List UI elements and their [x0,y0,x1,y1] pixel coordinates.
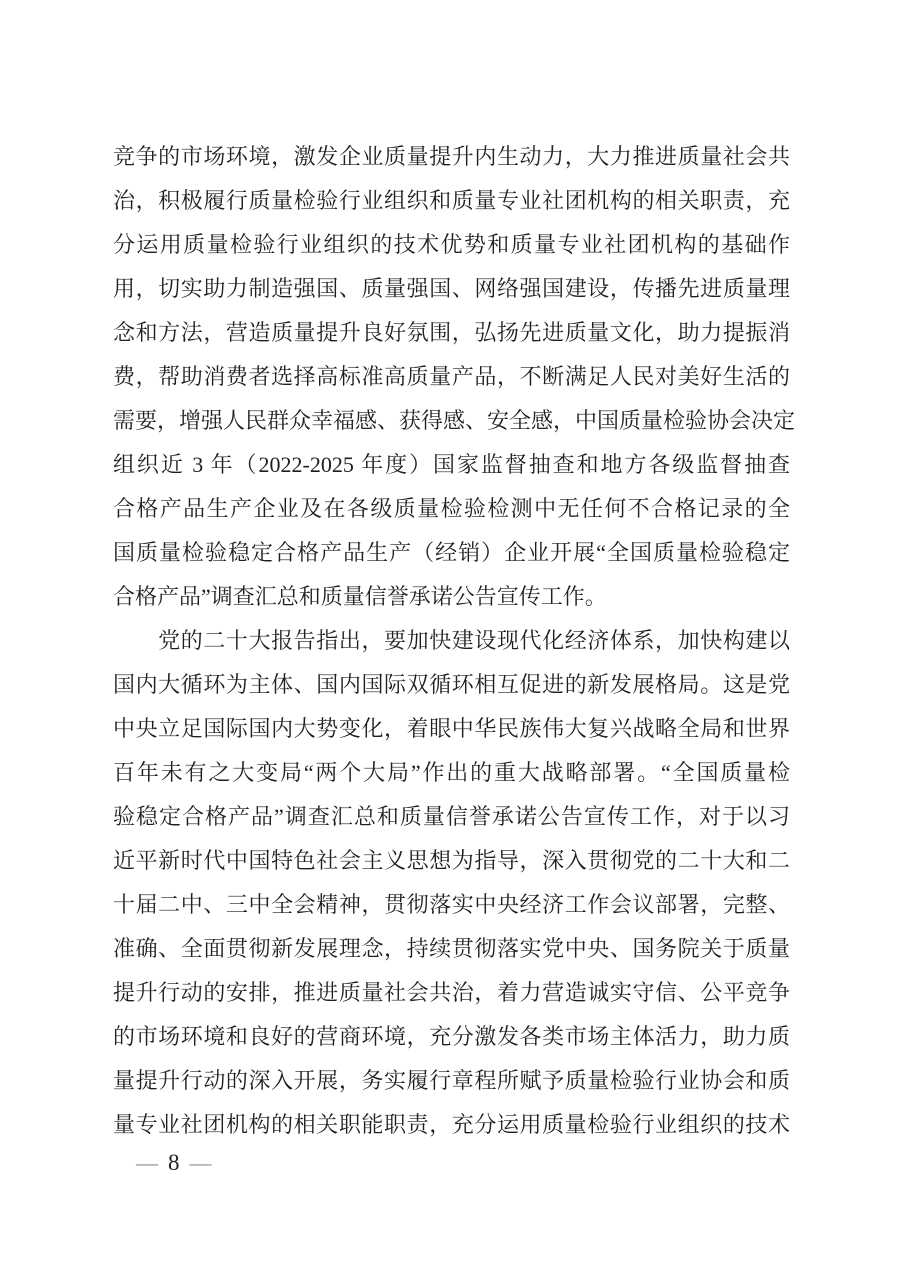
page-footer [136,1150,212,1176]
text-line: 组织近 3 年（2022-2025 年度）国家监督抽查和地方各级监督抽查 [113,452,790,477]
text-line: 费，帮助消费者选择高标准高质量产品，不断满足人民对美好生活的 [113,364,790,389]
text-line: 国内大循环为主体、国内国际双循环相互促进的新发展格局。这是党 [113,672,790,697]
footer-left-dash: — [136,1150,158,1175]
page-number: 8 [168,1150,180,1175]
text-line: 中央立足国际国内大势变化，着眼中华民族伟大复兴战略全局和世界 [113,716,790,741]
text-line: 竞争的市场环境，激发企业质量提升内生动力，大力推进质量社会共 [113,144,790,169]
text-line: 国质量检验稳定合格产品生产（经销）企业开展“全国质量检验稳定 [113,540,790,565]
text-line: 的市场环境和良好的营商环境，充分激发各类市场主体活力，助力质 [113,1024,790,1049]
text-line: 治，积极履行质量检验行业组织和质量专业社团机构的相关职责，充 [113,188,790,213]
text-line: 量提升行动的深入开展，务实履行章程所赋予质量检验行业协会和质 [113,1068,790,1093]
text-line: 近平新时代中国特色社会主义思想为指导，深入贯彻党的二十大和二 [113,848,790,873]
text-line: 十届二中、三中全会精神，贯彻落实中央经济工作会议部署，完整、 [113,892,790,917]
text-line: 量专业社团机构的相关职能职责，充分运用质量检验行业组织的技术 [113,1112,790,1137]
body-text-block [113,135,796,1147]
text-line: 百年未有之大变局“两个大局”作出的重大战略部署。“全国质量检 [113,760,790,785]
text-line: 念和方法，营造质量提升良好氛围，弘扬先进质量文化，助力提振消 [113,320,790,345]
paragraph-end-line: 合格产品”调查汇总和质量信誉承诺公告宣传工作。 [113,584,607,609]
text-line: 提升行动的安排，推进质量社会共治，着力营造诚实守信、公平竞争 [113,980,790,1005]
paragraph-start-line: 党的二十大报告指出，要加快建设现代化经济体系，加快构建以 [113,628,790,653]
text-line: 用，切实助力制造强国、质量强国、网络强国建设，传播先进质量理 [113,276,790,301]
text-line: 验稳定合格产品”调查汇总和质量信誉承诺公告宣传工作，对于以习 [113,804,790,829]
text-line: 合格产品生产企业及在各级质量检验检测中无任何不合格记录的全 [113,496,790,521]
text-line: 分运用质量检验行业组织的技术优势和质量专业社团机构的基础作 [113,232,790,257]
text-line: 需要，增强人民群众幸福感、获得感、安全感，中国质量检验协会决定 [113,408,796,433]
text-line: 准确、全面贯彻新发展理念，持续贯彻落实党中央、国务院关于质量 [113,936,790,961]
footer-right-dash: — [189,1150,212,1175]
